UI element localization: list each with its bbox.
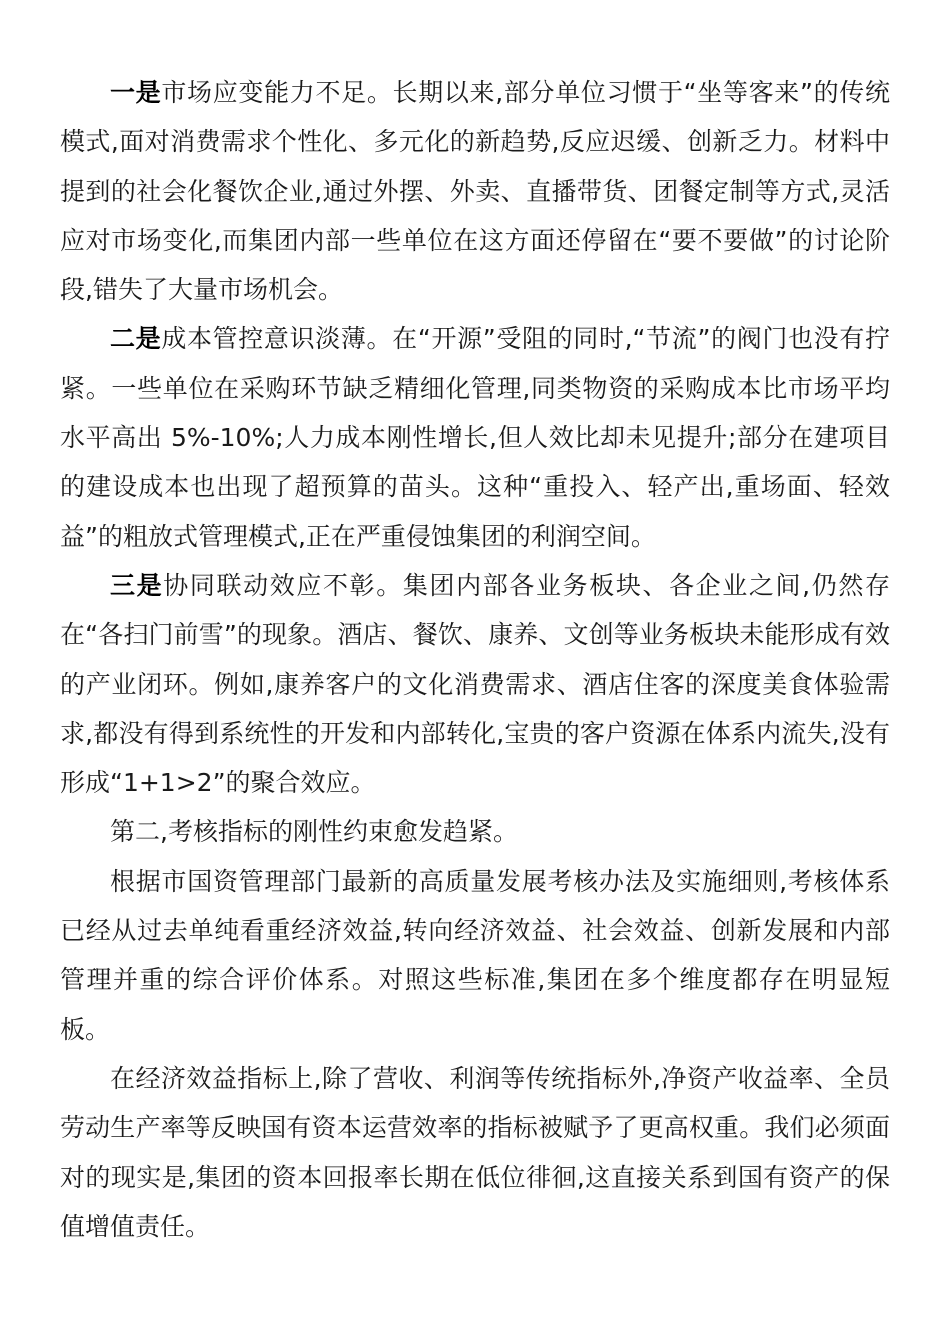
paragraph-text: 第二,考核指标的刚性约束愈发趋紧。 [110,817,518,847]
paragraph-cost-control [60,314,890,560]
paragraph-lead: 三是 [110,570,164,600]
paragraph-economic-indicators [60,1054,890,1251]
paragraph-market-response [60,68,890,314]
paragraph-text: 协同联动效应不彰。集团内部各业务板块、各企业之间,仍然存在“各扫门前雪”的现象。酒店、餐饮、康养、文创等业务板块未能形成有效的产业闭环。例如,康养客户的文化消费需求、酒店住客的深度美食体验需求,都没有得到系统性的开发和内部转化,宝贵的客户资源在体系内流失,没有形成“1+1>2”的聚合效应。 [60,570,890,798]
paragraph-lead: 二是 [110,324,162,354]
paragraph-assessment-system [60,857,890,1054]
paragraph-lead: 一是 [110,78,162,107]
paragraph-text: 成本管控意识淡薄。在“开源”受阻的同时,“节流”的阀门也没有拧紧。一些单位在采购环节缺乏精细化管理,同类物资的采购成本比市场平均水平高出 5%-10%;人力成本刚性增长,但人效比却未见提升;部分在建项目的建设成本也出现了超预算的苗头。这种“重投入、轻产出,重场面、轻效益”的粗放式管理模式,正在严重侵蚀集团的利润空间。 [60,324,890,551]
paragraph-text: 根据市国资管理部门最新的高质量发展考核办法及实施细则,考核体系已经从过去单纯看重经济效益,转向经济效益、社会效益、创新发展和内部管理并重的综合评价体系。对照这些标准,集团在多个维度都存在明显短板。 [60,866,890,1044]
paragraph-synergy [60,561,890,807]
paragraph-text: 在经济效益指标上,除了营收、利润等传统指标外,净资产收益率、全员劳动生产率等反映国有资本运营效率的指标被赋予了更高权重。我们必须面对的现实是,集团的资本回报率长期在低位徘徊,这直接关系到国有资产的保值增值责任。 [60,1063,890,1241]
section-heading-assessment [60,807,890,856]
paragraph-text: 市场应变能力不足。长期以来,部分单位习惯于“坐等客来”的传统模式,面对消费需求个性化、多元化的新趋势,反应迟缓、创新乏力。材料中提到的社会化餐饮企业,通过外摆、外卖、直播带货、团餐定制等方式,灵活应对市场变化,而集团内部一些单位在这方面还停留在“要不要做”的讨论阶段,错失了大量市场机会。 [60,78,890,305]
